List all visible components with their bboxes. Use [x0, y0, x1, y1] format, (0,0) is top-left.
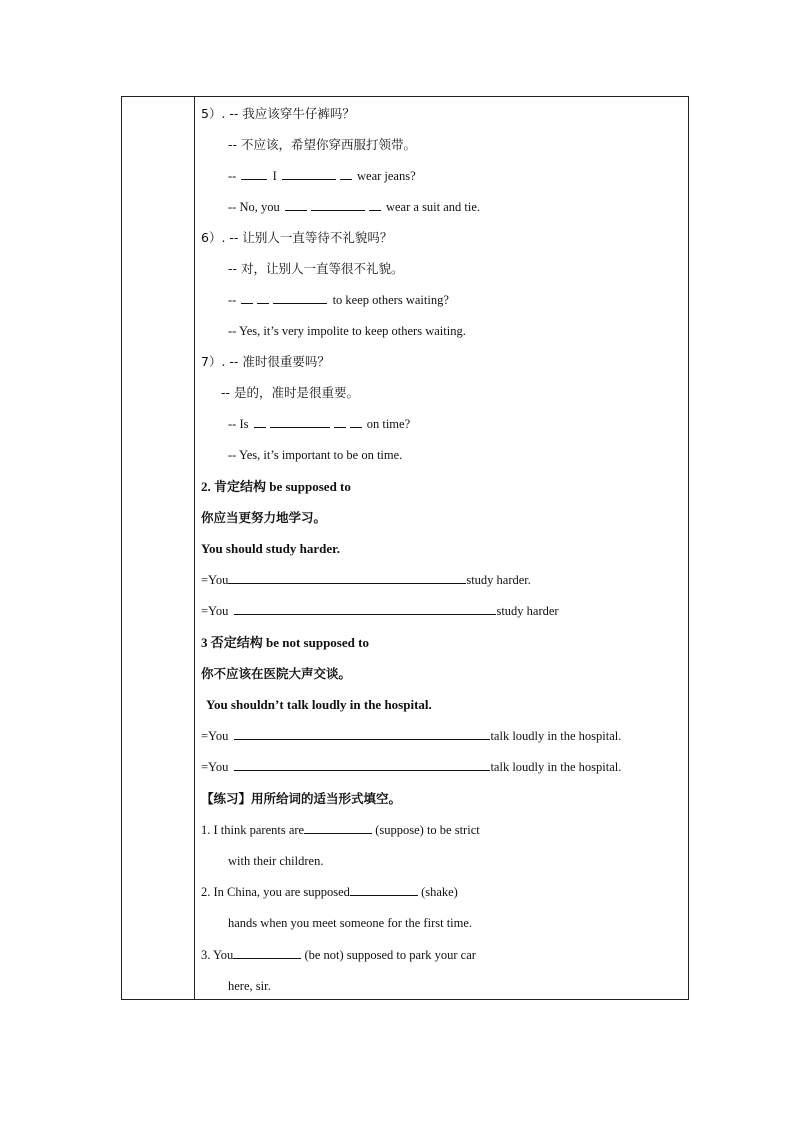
- section3-heading: 3 否定结构 be not supposed to: [201, 635, 369, 650]
- fill-blank[interactable]: [241, 292, 253, 304]
- q7-en-question: -- Is on time?: [228, 417, 411, 431]
- fill-blank[interactable]: [257, 292, 269, 304]
- section3-en-example: You shouldn’t talk loudly in the hospital.: [206, 697, 432, 712]
- practice-item-2: 2. In China, you are supposed (shake): [201, 885, 458, 899]
- section2-en-example: You should study harder.: [201, 541, 340, 556]
- section3-rewrite-1: =You talk loudly in the hospital.: [201, 729, 622, 743]
- section2-rewrite-2: =You study harder: [201, 604, 559, 618]
- q6-cn-answer: -- 对，让别人一直等很不礼貌。: [228, 261, 404, 276]
- fill-blank[interactable]: [273, 292, 327, 304]
- section2-rewrite-1: =You study harder.: [201, 573, 531, 587]
- q5-en-answer: -- No, you wear a suit and tie.: [228, 200, 481, 214]
- fill-blank[interactable]: [282, 168, 336, 180]
- fill-blank[interactable]: [270, 416, 330, 428]
- practice-item-2-cont: hands when you meet someone for the first time.: [228, 916, 473, 930]
- lesson-table: [121, 96, 689, 1000]
- fill-blank[interactable]: [311, 199, 365, 211]
- fill-blank[interactable]: [234, 728, 490, 740]
- fill-blank[interactable]: [234, 603, 496, 615]
- q6-en-question: -- to keep others waiting?: [228, 293, 449, 307]
- fill-blank[interactable]: [334, 416, 346, 428]
- section3-cn-example: 你不应该在医院大声交谈。: [201, 666, 352, 681]
- fill-blank[interactable]: [234, 759, 490, 771]
- column-divider: [194, 97, 195, 999]
- practice-item-1: 1. I think parents are (suppose) to be strict: [201, 823, 480, 837]
- q7-en-answer: -- Yes, it’s important to be on time.: [228, 448, 403, 462]
- fill-blank[interactable]: [233, 947, 301, 959]
- fill-blank[interactable]: [254, 416, 266, 428]
- fill-blank[interactable]: [241, 168, 267, 180]
- q6-en-answer: -- Yes, it’s very impolite to keep others waiting.: [228, 324, 466, 338]
- fill-blank[interactable]: [228, 572, 466, 584]
- fill-blank[interactable]: [350, 416, 362, 428]
- fill-blank[interactable]: [369, 199, 381, 211]
- q7-cn-answer: -- 是的，准时是很重要。: [221, 385, 359, 400]
- section2-heading: 2. 肯定结构 be supposed to: [201, 479, 351, 494]
- q6-cn-question: 6）. -- 让别人一直等待不礼貌吗？: [201, 230, 393, 245]
- practice-item-3: 3. You (be not) supposed to park your car: [201, 948, 476, 962]
- fill-blank[interactable]: [304, 822, 372, 834]
- q5-en-question: -- I wear jeans?: [228, 169, 416, 183]
- section3-rewrite-2: =You talk loudly in the hospital.: [201, 760, 622, 774]
- fill-blank[interactable]: [285, 199, 307, 211]
- fill-blank[interactable]: [340, 168, 352, 180]
- fill-blank[interactable]: [350, 884, 418, 896]
- q5-cn-question: 5）. -- 我应该穿牛仔裤吗？: [201, 106, 355, 121]
- q5-cn-answer: -- 不应该，希望你穿西服打领带。: [228, 137, 416, 152]
- practice-item-1-cont: with their children.: [228, 854, 324, 868]
- practice-item-3-cont: here, sir.: [228, 979, 271, 993]
- q7-cn-question: 7）. -- 准时很重要吗？: [201, 354, 330, 369]
- section2-cn-example: 你应当更努力地学习。: [201, 510, 327, 525]
- practice-heading: 【练习】用所给词的适当形式填空。: [201, 791, 402, 806]
